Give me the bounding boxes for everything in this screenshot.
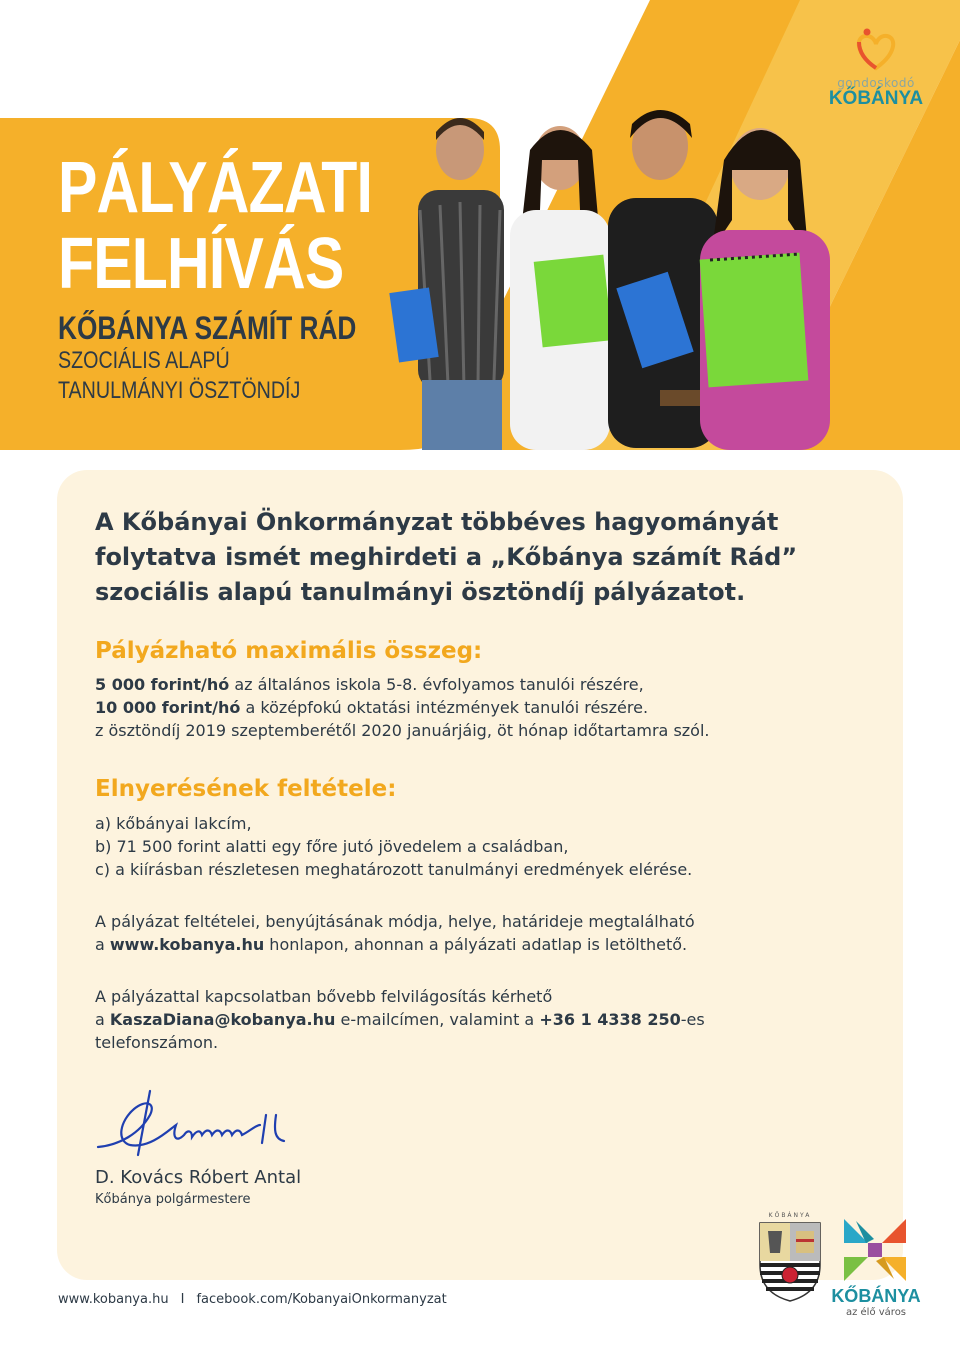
contact-line-1: A pályázattal kapcsolatban bővebb felvilágosítás kérhető (95, 987, 553, 1006)
intro-line-1: A Kőbányai Önkormányzat többéves hagyományát (95, 508, 779, 536)
amount-secondary: 10 000 forint/hó (95, 698, 241, 717)
intro-line-3: szociális alapú tanulmányi ösztöndíj pályázatot. (95, 578, 746, 606)
program-name: KŐBÁNYA SZÁMÍT RÁD (58, 310, 357, 346)
amount-secondary-desc: a középfokú oktatási intézmények tanulói részére. (240, 698, 649, 717)
program-subline-2: TANULMÁNYI ÖSZTÖNDÍJ (58, 377, 301, 404)
header-banner (0, 0, 960, 450)
logo-top-small-text: gondoskodó (837, 76, 915, 90)
footer-logo-name: KŐBÁNYA (831, 1286, 921, 1306)
crest-label: KŐBÁNYA (768, 1212, 812, 1219)
footer-facebook-link[interactable]: facebook.com/KobanyaiOnkormanyzat (196, 1292, 447, 1307)
info-line-1: A pályázat feltételei, benyújtásának módja, helye, határideje megtalálható (95, 912, 695, 931)
amount-line-3: z ösztöndíj 2019 szeptemberétől 2020 januárjáig, öt hónap időtartamra szól. (95, 721, 710, 740)
condition-c: c) a kiírásban részletesen meghatározott tanulmányi eredmények elérése. (95, 860, 693, 879)
logo-top-name: KŐBÁNYA (828, 88, 924, 109)
amount-line-1 (95, 673, 855, 696)
contact-paragraph (95, 985, 855, 1054)
gondoskodo-kobanya-logo (826, 28, 926, 124)
website-link[interactable]: www.kobanya.hu (109, 935, 265, 954)
student-2 (510, 126, 612, 450)
info-line-2 (95, 933, 855, 956)
conditions-list (95, 812, 855, 881)
contact-line-3: telefonszámon. (95, 1033, 219, 1052)
condition-a: a) kőbányai lakcím, (95, 814, 252, 833)
intro-line-2: folytatva ismét meghirdeti a „Kőbánya számít Rád” (95, 543, 798, 571)
coat-of-arms-icon (756, 1213, 824, 1303)
condition-b: b) 71 500 forint alatti egy főre jutó jövedelem a családban, (95, 837, 569, 856)
handwritten-signature (80, 1085, 320, 1165)
footer-links (58, 1292, 447, 1307)
contact-suffix: -es (680, 1010, 705, 1029)
title-line-1: PÁLYÁZATI (58, 148, 373, 228)
contact-phone[interactable]: +36 1 4338 250 (539, 1010, 681, 1029)
student-4 (700, 128, 830, 450)
contact-line-2 (95, 1008, 855, 1031)
amount-line-2 (95, 696, 855, 719)
signer-name: D. Kovács Róbert Antal (95, 1167, 302, 1188)
kobanya-x-logo-icon (838, 1213, 912, 1287)
intro-paragraph (95, 505, 855, 610)
info-line-2-rest: honlapon, ahonnan a pályázati adatlap is letölthető. (264, 935, 688, 954)
contact-mid: e-mailcímen, valamint a (335, 1010, 540, 1029)
title-line-2: FELHÍVÁS (58, 224, 344, 304)
hearts-icon (851, 28, 901, 72)
contact-email-link[interactable]: KaszaDiana@kobanya.hu (109, 1010, 336, 1029)
student-1 (389, 118, 504, 450)
amount-heading: Pályázható maximális összeg: (95, 638, 483, 664)
contact-prefix: a (95, 1010, 110, 1029)
footer-logo-tagline: az élő város (845, 1307, 907, 1318)
footer-separator: I (180, 1292, 185, 1307)
amount-primary-desc: az általános iskola 5-8. évfolyamos tanulói részére, (229, 675, 644, 694)
conditions-heading: Elnyerésének feltétele: (95, 776, 397, 802)
info-paragraph (95, 910, 855, 956)
students-photo (360, 80, 860, 450)
amount-section (95, 673, 855, 742)
info-prefix: a (95, 935, 110, 954)
signer-role: Kőbánya polgármestere (95, 1192, 251, 1207)
footer-website-link[interactable]: www.kobanya.hu (58, 1292, 169, 1307)
program-subline-1: SZOCIÁLIS ALAPÚ (58, 347, 230, 374)
amount-primary: 5 000 forint/hó (95, 675, 230, 694)
